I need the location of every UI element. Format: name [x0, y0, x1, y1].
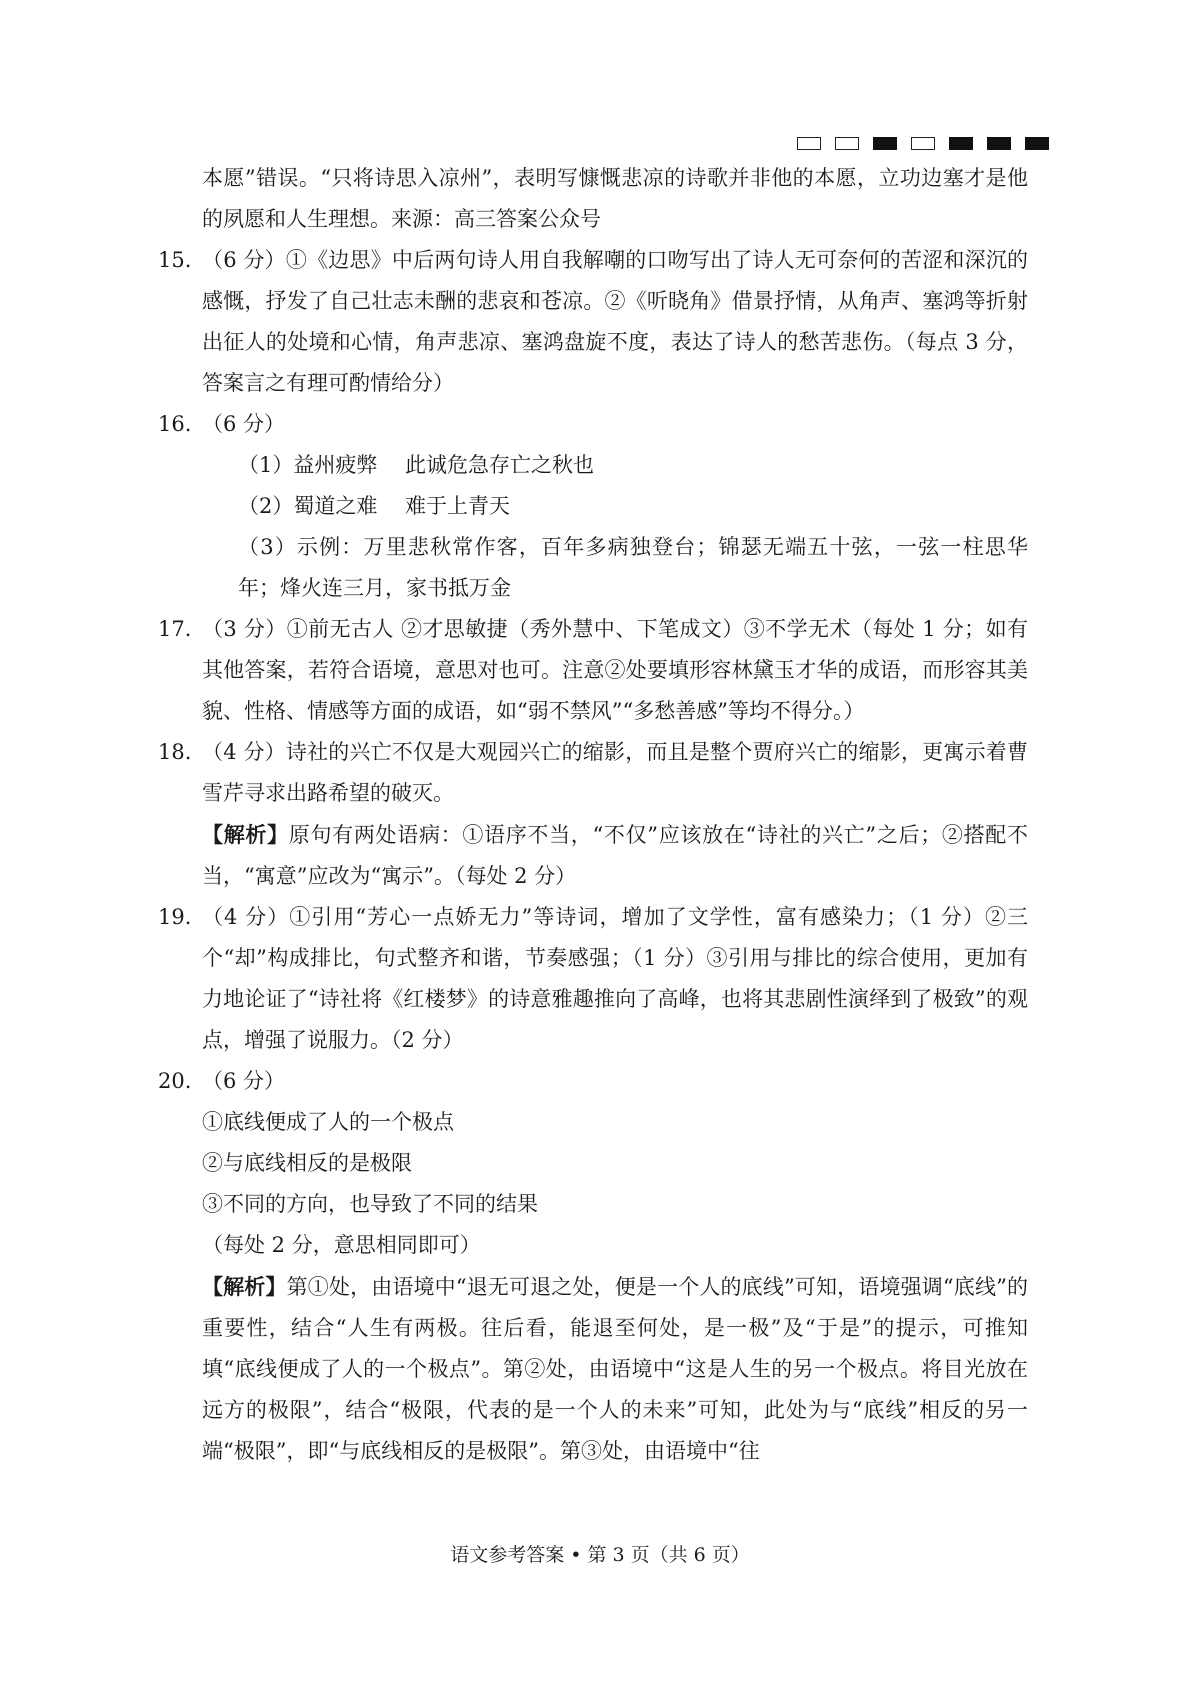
answer-2: ②与底线相反的是极限 — [202, 1151, 412, 1175]
sub-answer-2: （2）蜀道之难 难于上青天 — [238, 494, 511, 518]
answer-1: ①底线便成了人的一个极点 — [202, 1110, 454, 1134]
score-label: （6 分） — [202, 412, 286, 436]
header-marks — [797, 137, 1049, 150]
answer-text: （6 分）①《边思》中后两句诗人用自我解嘲的口吻写出了诗人无可奈何的苦涩和深沉的感慨，抒发了自己壮志未酬的悲哀和苍凉。②《听晓角》借景抒情，从角声、塞鸿等折射出征人的处境和心情，角声悲凉、塞鸿盘旋不度，表达了诗人的愁苦悲伤。（每点 3 分，答案言之有理可酌情给分） — [202, 248, 1028, 395]
analysis-text: 第①处，由语境中“退无可退之处，便是一个人的底线”可知，语境强调“底线”的重要性，结合“人生有两极。往后看，能退至何处，是一极”及“于是”的提示，可推知填“底线便成了人的一个极点”。第②处，由语境中“这是人生的另一个极点。将目光放在远方的极限”，结合“极限，代表的是一个人的未来”可知，此处为与“底线”相反的另一端“极限”，即“与底线相反的是极限”。第③处，由语境中“往 — [202, 1275, 1028, 1463]
question-number: 18. — [158, 740, 192, 764]
analysis-label: 【解析】 — [202, 822, 289, 847]
question-number: 17. — [158, 617, 192, 641]
score-label: （6 分） — [202, 1069, 286, 1093]
marker-box — [1025, 137, 1049, 150]
question-15 — [158, 240, 1028, 404]
marker-box — [911, 137, 935, 150]
question-number: 15. — [158, 248, 192, 272]
question-number: 19. — [158, 905, 192, 929]
marker-box — [873, 137, 897, 150]
analysis — [202, 1266, 1028, 1472]
intro-text: 本愿”错误。“只将诗思入凉州”，表明写慷慨悲凉的诗歌并非他的本愿，立功边塞才是他的夙愿和人生理想。来源：高三答案公众号 — [202, 166, 1028, 231]
answer-content — [158, 158, 1028, 1472]
question-17 — [158, 609, 1028, 732]
question-19 — [158, 897, 1028, 1061]
answer-text: （4 分）诗社的兴亡不仅是大观园兴亡的缩影，而且是整个贾府兴亡的缩影，更寓示着曹雪芹寻求出路希望的破灭。 — [202, 740, 1028, 805]
analysis — [202, 814, 1028, 897]
intro-paragraph — [178, 158, 1028, 240]
analysis-text: 原句有两处语病：①语序不当，“不仅”应该放在“诗社的兴亡”之后；②搭配不当，“寓意”应改为“寓示”。（每处 2 分） — [202, 823, 1028, 888]
question-16 — [158, 404, 1028, 609]
answer-3: ③不同的方向，也导致了不同的结果 — [202, 1192, 538, 1216]
answer-text: （3 分）①前无古人 ②才思敏捷（秀外慧中、下笔成文）③不学无术（每处 1 分；如有其他答案，若符合语境，意思对也可。注意②处要填形容林黛玉才华的成语，而形容其美貌、性格、情感等方面的成语，如“弱不禁风”“多愁善感”等均不得分。） — [202, 617, 1028, 723]
score-note: （每处 2 分，意思相同即可） — [202, 1233, 481, 1257]
marker-box — [835, 137, 859, 150]
page-footer: 语文参考答案 • 第 3 页（共 6 页） — [450, 1544, 750, 1566]
sub-answer-3: （3）示例：万里悲秋常作客，百年多病独登台；锦瑟无端五十弦，一弦一柱思华年；烽火连三月，家书抵万金 — [238, 535, 1028, 600]
marker-box — [987, 137, 1011, 150]
question-20 — [158, 1061, 1028, 1472]
question-number: 20. — [158, 1069, 192, 1093]
analysis-label: 【解析】 — [202, 1274, 287, 1299]
marker-box — [797, 137, 821, 150]
answer-text: （4 分）①引用“芳心一点娇无力”等诗词，增加了文学性，富有感染力；（1 分）②三个“却”构成排比，句式整齐和谐，节奏感强；（1 分）③引用与排比的综合使用，更加有力地论证了“诗社将《红楼梦》的诗意雅趣推向了高峰，也将其悲剧性演绎到了极致”的观点，增强了说服力。（2 分） — [202, 905, 1028, 1052]
marker-box — [949, 137, 973, 150]
question-18 — [158, 732, 1028, 897]
question-number: 16. — [158, 412, 192, 436]
sub-answer-1: （1）益州疲弊 此诚危急存亡之秋也 — [238, 453, 595, 477]
